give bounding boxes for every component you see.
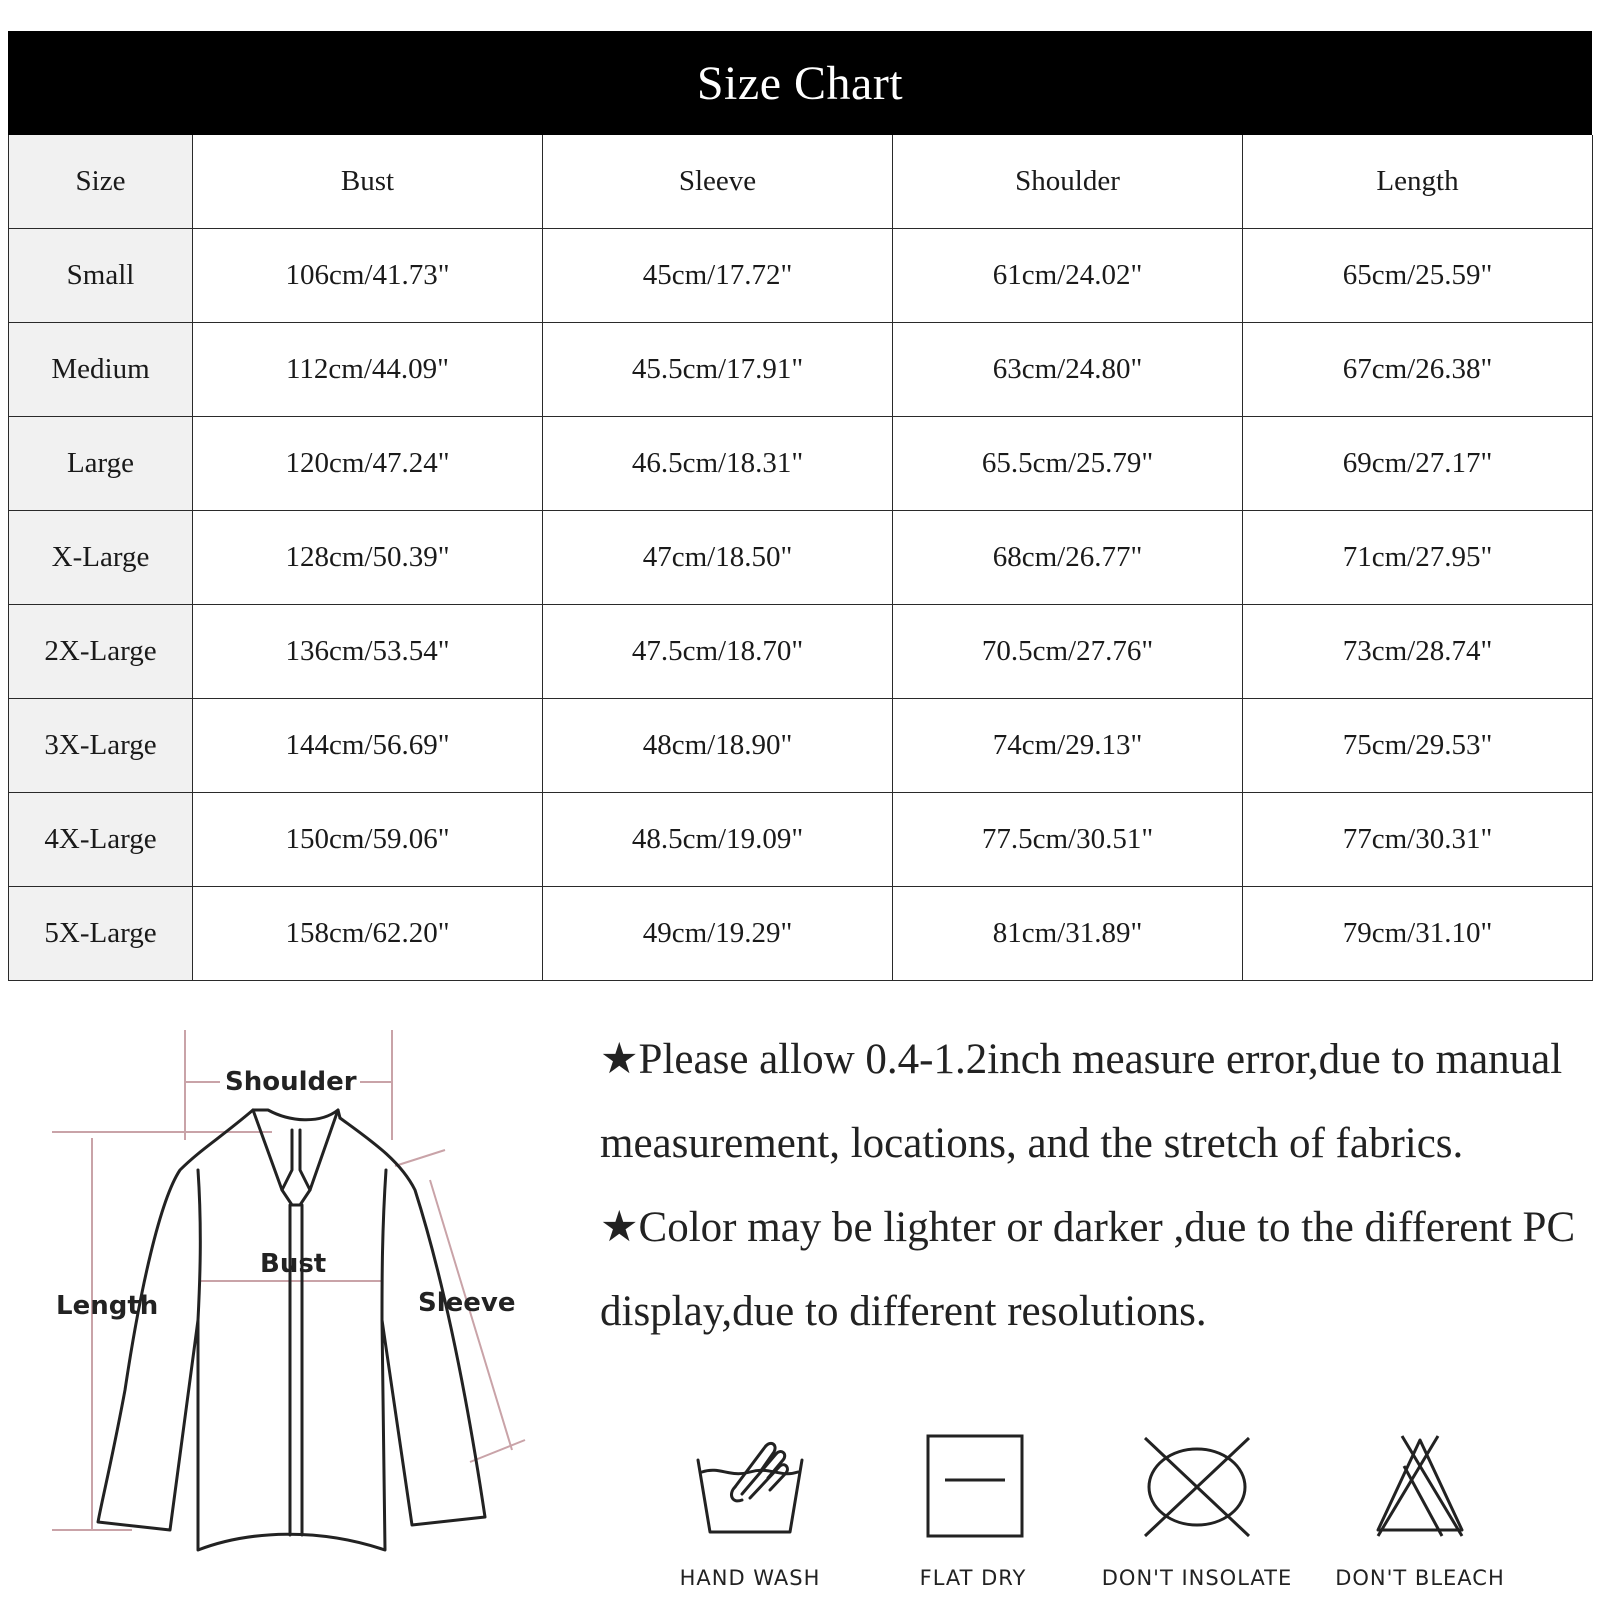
bust-cell: 150cm/59.06" bbox=[193, 793, 543, 887]
header-bust: Bust bbox=[193, 135, 543, 229]
note-color: ★Color may be lighter or darker ,due to the different PC display,due to different resolutions. bbox=[600, 1204, 1576, 1335]
dont-bleach-icon bbox=[1350, 1432, 1490, 1542]
chart-title: Size Chart bbox=[8, 31, 1592, 135]
care-label: HAND WASH bbox=[679, 1566, 821, 1590]
care-label: DON'T BLEACH bbox=[1335, 1566, 1505, 1590]
length-label: Length bbox=[56, 1291, 159, 1321]
bust-label: Bust bbox=[260, 1249, 327, 1279]
shoulder-cell: 65.5cm/25.79" bbox=[893, 417, 1243, 511]
note-measure-error: ★Please allow 0.4-1.2inch measure error,due to manual measurement, locations, and the stretch of fabrics. bbox=[600, 1036, 1563, 1167]
size-cell: 4X-Large bbox=[9, 793, 193, 887]
shirt-illustration bbox=[20, 1030, 550, 1590]
sleeve-cell: 47cm/18.50" bbox=[543, 511, 893, 605]
size-cell: Large bbox=[9, 417, 193, 511]
care-item-flat-dry bbox=[873, 1432, 1073, 1590]
hand-wash-icon bbox=[680, 1432, 820, 1542]
bust-cell: 120cm/47.24" bbox=[193, 417, 543, 511]
table-row bbox=[9, 511, 1593, 605]
length-cell: 71cm/27.95" bbox=[1243, 511, 1593, 605]
sleeve-cell: 47.5cm/18.70" bbox=[543, 605, 893, 699]
shoulder-cell: 61cm/24.02" bbox=[893, 229, 1243, 323]
length-cell: 75cm/29.53" bbox=[1243, 699, 1593, 793]
shoulder-cell: 68cm/26.77" bbox=[893, 511, 1243, 605]
table-row bbox=[9, 605, 1593, 699]
bust-cell: 144cm/56.69" bbox=[193, 699, 543, 793]
table-row bbox=[9, 887, 1593, 981]
sleeve-cell: 48cm/18.90" bbox=[543, 699, 893, 793]
flat-dry-icon bbox=[903, 1432, 1043, 1542]
table-row bbox=[9, 323, 1593, 417]
bust-cell: 128cm/50.39" bbox=[193, 511, 543, 605]
table-row bbox=[9, 229, 1593, 323]
sleeve-cell: 45cm/17.72" bbox=[543, 229, 893, 323]
size-chart bbox=[8, 31, 1592, 981]
size-cell: 2X-Large bbox=[9, 605, 193, 699]
length-cell: 65cm/25.59" bbox=[1243, 229, 1593, 323]
sleeve-label: Sleeve bbox=[418, 1288, 516, 1318]
length-cell: 67cm/26.38" bbox=[1243, 323, 1593, 417]
size-cell: 3X-Large bbox=[9, 699, 193, 793]
care-item-hand-wash bbox=[650, 1432, 850, 1590]
notes-section bbox=[600, 1018, 1590, 1354]
care-label: DON'T INSOLATE bbox=[1101, 1566, 1293, 1590]
shoulder-cell: 63cm/24.80" bbox=[893, 323, 1243, 417]
shoulder-cell: 70.5cm/27.76" bbox=[893, 605, 1243, 699]
care-label: FLAT DRY bbox=[919, 1566, 1027, 1590]
size-cell: Medium bbox=[9, 323, 193, 417]
length-cell: 79cm/31.10" bbox=[1243, 887, 1593, 981]
size-table bbox=[8, 135, 1593, 981]
length-cell: 77cm/30.31" bbox=[1243, 793, 1593, 887]
shoulder-cell: 74cm/29.13" bbox=[893, 699, 1243, 793]
header-size: Size bbox=[9, 135, 193, 229]
sleeve-cell: 48.5cm/19.09" bbox=[543, 793, 893, 887]
shoulder-label: Shoulder bbox=[225, 1067, 357, 1097]
table-row bbox=[9, 699, 1593, 793]
header-sleeve: Sleeve bbox=[543, 135, 893, 229]
shoulder-cell: 81cm/31.89" bbox=[893, 887, 1243, 981]
shoulder-cell: 77.5cm/30.51" bbox=[893, 793, 1243, 887]
header-row bbox=[9, 135, 1593, 229]
size-cell: 5X-Large bbox=[9, 887, 193, 981]
bust-cell: 112cm/44.09" bbox=[193, 323, 543, 417]
sleeve-cell: 45.5cm/17.91" bbox=[543, 323, 893, 417]
length-cell: 69cm/27.17" bbox=[1243, 417, 1593, 511]
dont-insolate-icon bbox=[1127, 1432, 1267, 1542]
care-item-dont-bleach bbox=[1320, 1432, 1520, 1590]
care-item-dont-insolate bbox=[1097, 1432, 1297, 1590]
table-row bbox=[9, 417, 1593, 511]
header-length: Length bbox=[1243, 135, 1593, 229]
garment-diagram bbox=[20, 1030, 550, 1590]
size-cell: X-Large bbox=[9, 511, 193, 605]
care-instructions bbox=[640, 1432, 1560, 1592]
length-cell: 73cm/28.74" bbox=[1243, 605, 1593, 699]
bust-cell: 106cm/41.73" bbox=[193, 229, 543, 323]
bust-cell: 136cm/53.54" bbox=[193, 605, 543, 699]
header-shoulder: Shoulder bbox=[893, 135, 1243, 229]
sleeve-cell: 49cm/19.29" bbox=[543, 887, 893, 981]
table-row bbox=[9, 793, 1593, 887]
sleeve-cell: 46.5cm/18.31" bbox=[543, 417, 893, 511]
bust-cell: 158cm/62.20" bbox=[193, 887, 543, 981]
size-cell: Small bbox=[9, 229, 193, 323]
